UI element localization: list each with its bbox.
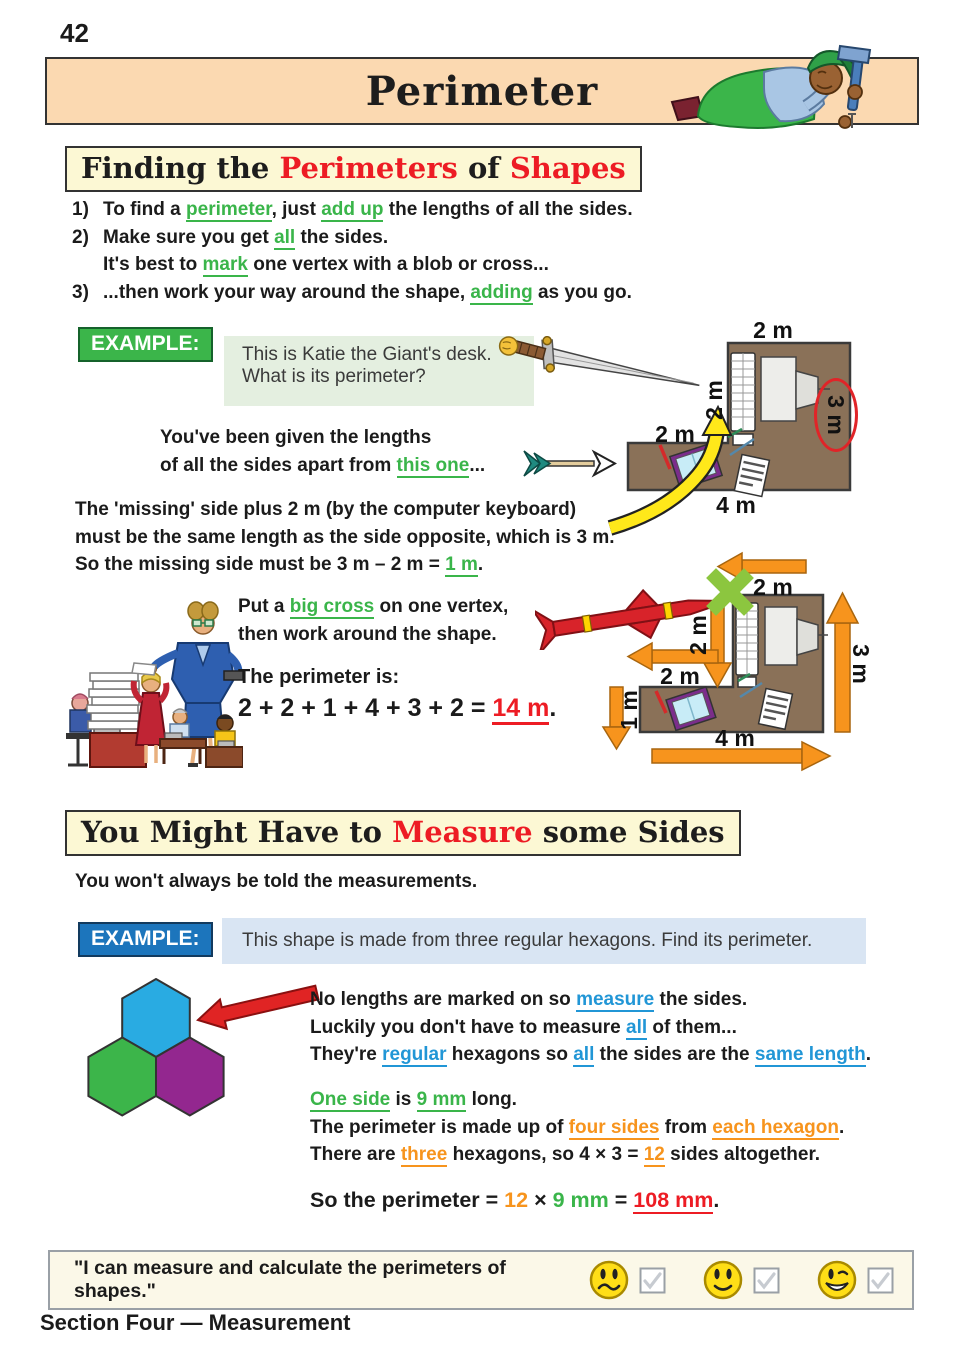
self-assessment-bar (48, 1250, 914, 1310)
desk1-label-top: 2 m (753, 317, 793, 343)
checkbox-icon[interactable] (639, 1267, 666, 1294)
example-line: This is Katie the Giant's desk. (242, 344, 492, 365)
self-assessment-text: "I can measure and calculate the perimeters of shapes." (74, 1257, 506, 1302)
list-item (72, 251, 633, 279)
checkbox-icon[interactable] (867, 1267, 894, 1294)
desk1-label-inner: 2 m (655, 421, 695, 447)
desk2-label-top: 2 m (753, 574, 793, 600)
red-arrow-icon (195, 978, 321, 1035)
smiley-checkboxes (588, 1259, 894, 1301)
given-lengths-text (160, 424, 485, 479)
arrow-dart-icon (522, 447, 617, 480)
text-line: Put a big cross on one vertex, (238, 596, 509, 617)
text-line: So the missing side must be 3 m – 2 m = 1 m. (75, 554, 484, 575)
desk1-label-right: 3 m (823, 395, 849, 435)
builder-hammering-icon (668, 26, 883, 138)
hexagon-paragraph (310, 986, 871, 1069)
list-item (72, 279, 633, 307)
section-footer: Section Four — Measurement (40, 1310, 351, 1335)
missing-side-paragraph (75, 496, 615, 579)
text-line: One side is 9 mm long. (310, 1089, 517, 1110)
side-length-paragraph (310, 1086, 844, 1169)
worried-face-icon (588, 1259, 630, 1301)
example-line: What is its perimeter? (242, 366, 426, 387)
text-line: of all the sides apart from this one... (160, 454, 486, 476)
text-line: You've been given the lengths (160, 427, 432, 448)
desk2-label-inner: 2 m (660, 663, 700, 689)
big-cross-text (238, 593, 508, 648)
list-marker: 3) (72, 281, 89, 303)
page-number: 42 (60, 18, 89, 48)
list-marker: 1) (72, 199, 89, 220)
list-text: ...then work your way around the shape, adding as you go. (103, 281, 632, 303)
wink-face-icon (816, 1259, 858, 1301)
desk1-label-left: 2 m (701, 380, 727, 420)
list-marker: 2) (72, 226, 89, 248)
list-text: It's best to mark one vertex with a blob or cross... (103, 254, 549, 275)
list-marker (72, 251, 103, 279)
measure-note: You won't always be told the measurements. (75, 871, 478, 892)
page-title: Perimeter (365, 67, 599, 115)
desk2-label-one: 1 m (616, 690, 642, 730)
desk2-label-right: 3 m (848, 644, 874, 684)
text-line: No lengths are marked on so measure the sides. (310, 989, 748, 1010)
example-question-panel (224, 336, 534, 406)
list-text: To find a perimeter, just add up the lengths of all the sides. (103, 199, 633, 220)
checkbox-icon[interactable] (753, 1267, 780, 1294)
example-question-panel: This shape is made from three regular hexagons. Find its perimeter. (222, 918, 866, 964)
section-heading-finding-perimeters: Finding the Perimeters of Shapes (65, 146, 642, 192)
desk1-label-bottom: 4 m (716, 492, 756, 518)
list-item (72, 224, 633, 252)
text-line: They're regular hexagons so all the sides are the same length. (310, 1044, 872, 1065)
list-text: Make sure you get all the sides. (103, 226, 389, 248)
smile-face-icon (702, 1259, 744, 1301)
section-heading-measure-sides: You Might Have to Measure some Sides (65, 810, 741, 856)
example-badge: EXAMPLE: (78, 327, 213, 362)
final-answer-line: So the perimeter = 12 × 9 mm = 108 mm. (310, 1188, 720, 1212)
three-hexagons-figure (72, 978, 342, 1143)
giant-desk-top-view (600, 313, 961, 540)
green-cross-icon (716, 578, 744, 606)
list-item (72, 196, 633, 224)
intro-list (72, 196, 633, 306)
perimeter-label: The perimeter is: (238, 666, 400, 688)
desk2-label-left: 2 m (685, 615, 711, 655)
perimeter-equation: 2 + 2 + 1 + 4 + 3 + 2 = 14 m. (238, 694, 556, 723)
example-badge: EXAMPLE: (78, 922, 213, 957)
text-line: The perimeter is made up of four sides from each hexagon. (310, 1116, 845, 1138)
text-line: Luckily you don't have to measure all of them... (310, 1016, 737, 1038)
desk-with-orange-arrows (590, 545, 961, 785)
desk1-circled-label (814, 378, 858, 452)
text-line: The 'missing' side plus 2 m (by the computer keyboard) (75, 499, 577, 520)
teacher-classroom-illustration (58, 583, 243, 773)
text-line: then work around the shape. (238, 623, 497, 645)
text-line: must be the same length as the side opposite, which is 3 m. (75, 526, 615, 548)
text-line: There are three hexagons, so 4 × 3 = 12 sides altogether. (310, 1144, 821, 1165)
desk2-label-bottom: 4 m (715, 725, 755, 751)
